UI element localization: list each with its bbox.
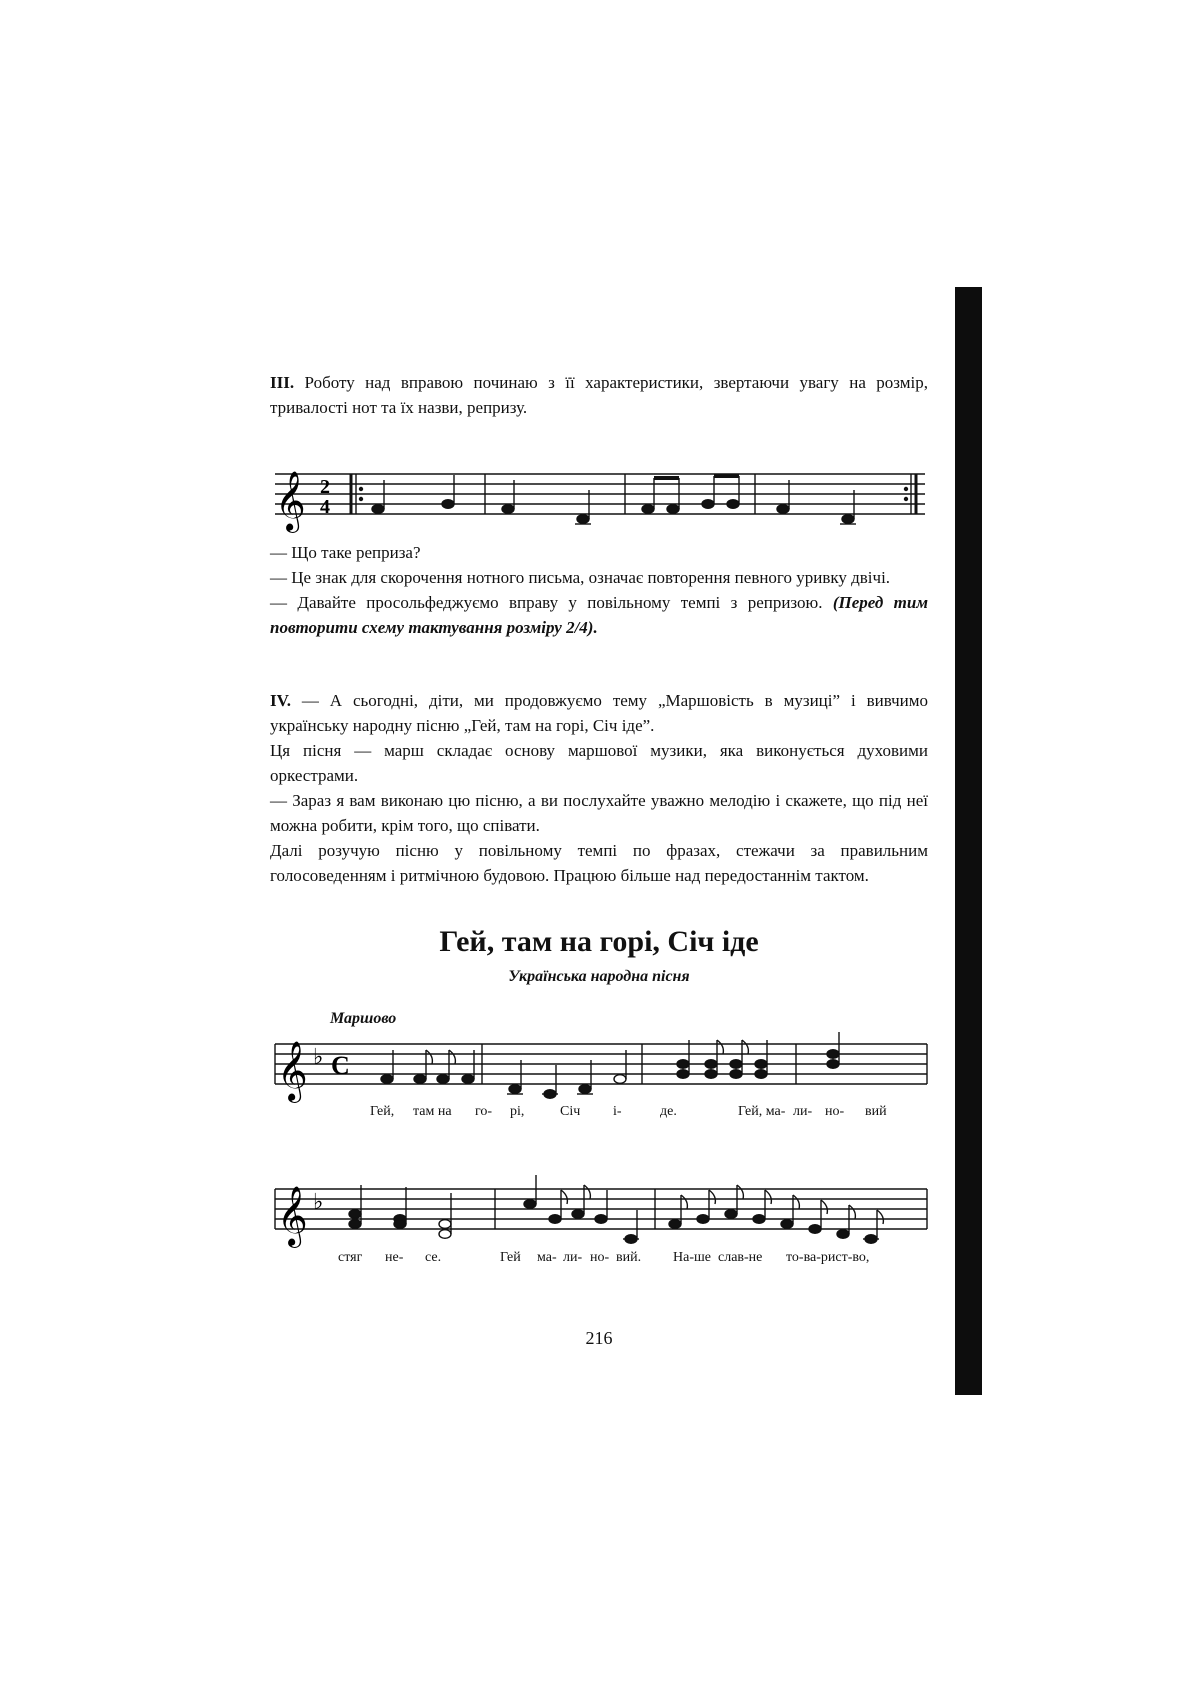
lyric-syllable: там на xyxy=(413,1104,452,1119)
section-4-block xyxy=(270,688,928,888)
treble-clef-icon: 𝄞 xyxy=(277,1186,308,1246)
dialog-instruction-text: — Давайте просольфеджуємо вправу у повільному темпі з репризою. xyxy=(270,593,833,612)
lyric-syllable: не- xyxy=(385,1250,404,1265)
section-3-text: Роботу над вправою починаю з її характеристики, звертаючи увагу на розмір, тривалості нот та їх назви, репризу. xyxy=(270,373,928,417)
lyric-syllable: вий. xyxy=(616,1250,642,1265)
lyric-syllable: і- xyxy=(613,1104,622,1119)
section-3-paragraph xyxy=(270,370,928,420)
time-signature-bottom: 4 xyxy=(320,496,330,518)
lyric-syllable: стяг xyxy=(338,1250,363,1265)
treble-clef-icon: 𝄞 xyxy=(277,1041,308,1101)
dialog-question: — Що таке реприза? xyxy=(270,543,421,562)
lyric-syllable: На-ше xyxy=(673,1250,711,1265)
lyric-syllable: рі, xyxy=(510,1104,525,1119)
dialog-instruction xyxy=(270,590,928,640)
lyric-syllable: де. xyxy=(660,1104,677,1119)
lyric-syllable: Гей, xyxy=(370,1104,395,1119)
lyric-syllable: но- xyxy=(825,1104,845,1119)
lyric-syllable: ли- xyxy=(563,1250,583,1265)
section-4-intro: — А сьогодні, діти, ми продовжуємо тему „Маршовість в музиці” і вивчимо українську народну пісню „Гей, там на горі, Січ іде”. xyxy=(270,691,928,735)
section-4-numeral: IV. xyxy=(270,691,291,710)
lyric-syllable: Гей, ма- xyxy=(738,1104,786,1119)
key-signature-flat: ♭ xyxy=(313,1045,324,1070)
lyric-syllable: се. xyxy=(425,1250,442,1265)
time-signature-common: C xyxy=(331,1051,350,1080)
dialog-answer: — Це знак для скорочення нотного письма, означає повторення певного уривку двічі. xyxy=(270,568,891,587)
section-4-listen-text: — Зараз я вам виконаю цю пісню, а ви послухайте уважно мелодію і скажете, що під неї можна робити, крім того, що співати. xyxy=(270,791,928,835)
dialog-instruction-note: (Перед тим повторити схему тактування розміру 2/4). xyxy=(270,593,928,637)
lyric-syllable: слав-не xyxy=(718,1250,763,1265)
page-edge-shadow xyxy=(955,287,982,1395)
song-staff-line-2 xyxy=(265,1175,935,1255)
page-number: 216 xyxy=(585,1328,613,1348)
song-subtitle: Українська народна пісня xyxy=(508,968,690,985)
lyric-syllable: но- xyxy=(590,1250,610,1265)
exercise-notes xyxy=(372,475,856,524)
section-4-learning-text: Далі розучую пісню у повільному темпі по фразах, стежачи за правильним голосоведенням і ритмічною будовою. Працюю більше над передостаннім тактом. xyxy=(270,841,928,885)
key-signature-flat: ♭ xyxy=(313,1190,324,1215)
time-signature-top: 2 xyxy=(320,476,330,498)
dialog-block xyxy=(270,540,928,640)
section-4-march-text: Ця пісня — марш складає основу маршової музики, яка виконується духовими оркестрами. xyxy=(270,741,928,785)
lyric-syllable: го- xyxy=(475,1104,493,1119)
lyric-syllable: ма- xyxy=(537,1250,557,1265)
exercise-staff xyxy=(265,460,935,540)
lyric-syllable: Січ xyxy=(560,1104,581,1119)
lyric-syllable: то-ва-рист-во, xyxy=(786,1250,870,1265)
section-3-numeral: III. xyxy=(270,373,295,392)
lyric-syllable: ли- xyxy=(793,1104,813,1119)
song-tempo: Маршово xyxy=(330,1010,397,1027)
song-line-1-notes xyxy=(381,1032,839,1098)
treble-clef-icon: 𝄞 xyxy=(275,471,306,531)
lyric-syllable: вий xyxy=(865,1104,887,1119)
song-title: Гей, там на горі, Січ іде xyxy=(439,925,759,958)
lyric-syllable: Гей xyxy=(500,1250,521,1265)
song-staff-line-1 xyxy=(265,1030,935,1110)
